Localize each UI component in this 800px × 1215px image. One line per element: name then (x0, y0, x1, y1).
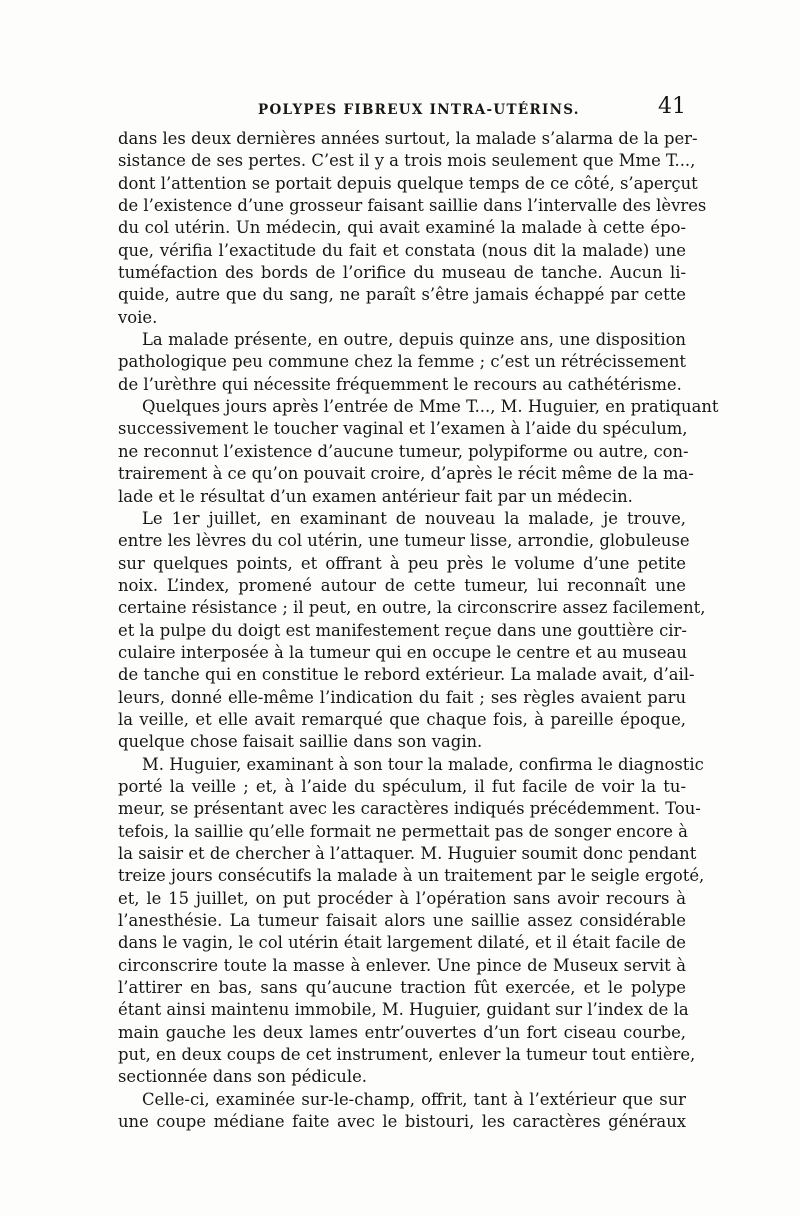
text-line: porté la veille ; et, à l’aide du spéculum, il fut facile de voir la tu- (118, 776, 686, 796)
text-line: dans les deux dernières années surtout, la malade s’alarma de la per- (118, 129, 698, 148)
body-text (118, 128, 719, 1133)
text-line: de l’existence d’une grosseur faisant saillie dans l’intervalle des lèvres (118, 196, 707, 216)
text-line: noix. L’index, promené autour de cette tumeur, lui reconnaît une (118, 575, 686, 595)
text-line: l’attirer en bas, sans qu’aucune traction fût exercée, et le polype (118, 978, 686, 998)
text-line: de tanche qui en constitue le rebord extérieur. La malade avait, d’ail- (118, 665, 695, 685)
text-line: circonscrire toute la masse à enlever. Une pince de Museux servit à (118, 955, 686, 975)
text-line: étant ainsi maintenu immobile, M. Huguier, guidant sur l’index de la (118, 1000, 689, 1020)
text-line: la veille, et elle avait remarqué que chaque fois, à pareille époque, (118, 709, 686, 729)
text-line: leurs, donné elle-même l’indication du fait ; ses règles avaient paru (118, 687, 686, 707)
text-line: une coupe médiane faite avec le bistouri, les caractères généraux (118, 1112, 686, 1132)
text-line: trairement à ce qu’on pouvait croire, d’après le récit même de la ma- (118, 464, 694, 484)
text-line: pathologique peu commune chez la femme ; c’est un rétrécissement (118, 352, 686, 372)
text-line: et, le 15 juillet, on put procéder à l’opération sans avoir recours à (118, 888, 686, 908)
text-line: culaire interposée à la tumeur qui en occupe le centre et au museau (118, 642, 687, 662)
text-line: quelque chose faisait saillie dans son vagin. (118, 732, 483, 752)
text-line: tefois, la saillie qu’elle formait ne permettait pas de songer encore à (118, 821, 688, 841)
text-line: que, vérifia l’exactitude du fait et constata (nous dit la malade) une (118, 240, 686, 260)
text-line: quide, autre que du sang, ne paraît s’être jamais échappé par cette (118, 285, 686, 305)
text-line: La malade présente, en outre, depuis quinze ans, une disposition (142, 330, 686, 350)
text-line: Le 1er juillet, en examinant de nouveau la malade, je trouve, (142, 508, 686, 528)
text-line: certaine résistance ; il peut, en outre, la circonscrire assez facilement, (118, 598, 706, 618)
text-line: lade et le résultat d’un examen antérieur fait par un médecin. (118, 486, 633, 506)
text-line: et la pulpe du doigt est manifestement reçue dans une gouttière cir- (118, 620, 687, 640)
text-line: successivement le toucher vaginal et l’examen à l’aide du spéculum, (118, 419, 688, 439)
text-line: dans le vagin, le col utérin était largement dilaté, et il était facile de (118, 933, 686, 953)
text-line: Quelques jours après l’entrée de Mme T..., M. Huguier, en pratiquant (142, 397, 719, 417)
text-line: main gauche les deux lames entr’ouvertes d’un fort ciseau courbe, (118, 1022, 686, 1042)
text-line: treize jours consécutifs la malade à un traitement par le seigle ergoté, (118, 866, 705, 886)
text-line: tuméfaction des bords de l’orifice du museau de tanche. Aucun li- (118, 263, 686, 283)
page-header (118, 94, 686, 128)
text-line: Celle-ci, examinée sur-le-champ, offrit, tant à l’extérieur que sur (142, 1089, 686, 1109)
page-number: 41 (658, 94, 686, 119)
text-line: la saisir et de chercher à l’attaquer. M. Huguier soumit donc pendant (118, 844, 697, 863)
text-line: meur, se présentant avec les caractères indiqués précédemment. Tou- (118, 799, 701, 819)
text-line: voie. (118, 307, 158, 327)
text-line: ne reconnut l’existence d’aucune tumeur, polypiforme ou autre, con- (118, 441, 689, 461)
text-line: sistance de ses pertes. C’est il y a trois mois seulement que Mme T..., (118, 151, 696, 171)
text-line: de l’urèthre qui nécessite fréquemment le recours au cathétérisme. (118, 374, 682, 394)
text-line: dont l’attention se portait depuis quelque temps de ce côté, s’aperçut (118, 173, 698, 193)
text-line: put, en deux coups de cet instrument, enlever la tumeur tout entière, (118, 1045, 696, 1065)
text-line: sectionnée dans son pédicule. (118, 1067, 368, 1087)
text-line: entre les lèvres du col utérin, une tumeur lisse, arrondie, globuleuse (118, 531, 690, 551)
text-line: M. Huguier, examinant à son tour la malade, confirma le diagnostic (142, 754, 704, 774)
text-line: l’anesthésie. La tumeur faisait alors une saillie assez considérable (118, 911, 686, 931)
running-head: POLYPES FIBREUX INTRA-UTÉRINS. (258, 102, 580, 118)
text-line: du col utérin. Un médecin, qui avait examiné la malade à cette épo- (118, 218, 686, 238)
text-line: sur quelques points, et offrant à peu près le volume d’une petite (118, 553, 686, 573)
